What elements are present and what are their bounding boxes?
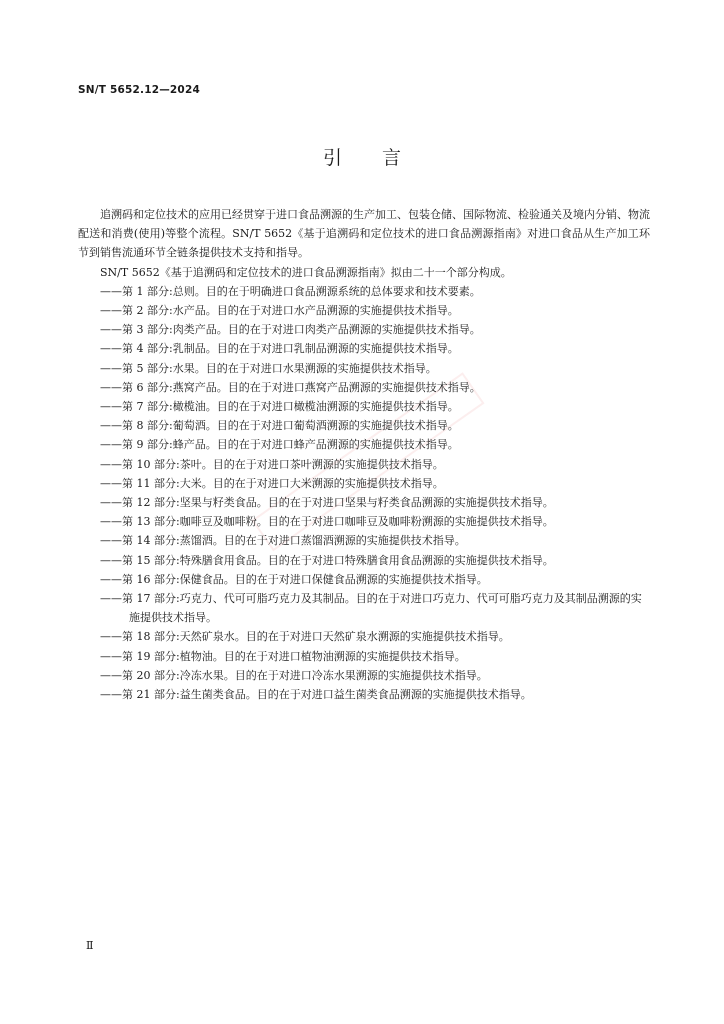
- part-item: ——第 5 部分:水果。目的在于对进口水果溯源的实施提供技术指导。: [100, 361, 437, 375]
- page-title: 引言: [322, 147, 441, 169]
- part-item: ——第 16 部分:保健食品。目的在于对进口保健食品溯源的实施提供技术指导。: [100, 572, 488, 586]
- part-item: ——第 12 部分:坚果与籽类食品。目的在于对进口坚果与籽类食品溯源的实施提供技术指导。: [100, 496, 554, 510]
- part-item: ——第 13 部分:咖啡豆及咖啡粉。目的在于对进口咖啡豆及咖啡粉溯源的实施提供技术指导。: [100, 515, 554, 529]
- part-item: ——第 6 部分:燕窝产品。目的在于对进口燕窝产品溯源的实施提供技术指导。: [100, 380, 481, 394]
- page-number: Ⅱ: [86, 939, 94, 952]
- standard-code: SN/T 5652.12—2024: [78, 84, 200, 96]
- part-item: ——第 1 部分:总则。目的在于明确进口食品溯源系统的总体要求和技术要素。: [100, 284, 481, 298]
- part-item: ——第 19 部分:植物油。目的在于对进口植物油溯源的实施提供技术指导。: [100, 649, 466, 663]
- part-item: ——第 4 部分:乳制品。目的在于对进口乳制品溯源的实施提供技术指导。: [100, 342, 459, 356]
- part-item: ——第 14 部分:蒸馏酒。目的在于对进口蒸馏酒溯源的实施提供技术指导。: [100, 534, 466, 548]
- part-item: ——第 18 部分:天然矿泉水。目的在于对进口天然矿泉水溯源的实施提供技术指导。: [100, 630, 510, 644]
- part-item: ——第 3 部分:肉类产品。目的在于对进口肉类产品溯源的实施提供技术指导。: [100, 323, 481, 337]
- part-item: ——第 11 部分:大米。目的在于对进口大米溯源的实施提供技术指导。: [100, 476, 444, 490]
- part-item: ——第 17 部分:巧克力、代可可脂巧克力及其制品。目的在于对进口巧克力、代可可脂巧克力及其制品溯源的实施提供技术指导。: [100, 592, 642, 625]
- part-item: ——第 8 部分:葡萄酒。目的在于对进口葡萄酒溯源的实施提供技术指导。: [100, 419, 459, 433]
- intro-paragraph: 追溯码和定位技术的应用已经贯穿于进口食品溯源的生产加工、包装仓储、国际物流、检验通关及境内分销、物流配送和消费(使用)等整个流程。SN/T 5652《基于追溯码和定位技术的进口食品溯源指南》对进口食品从生产加工环节到销售流通环节全链条提供技术支持和指导。: [78, 208, 650, 260]
- part-item: ——第 20 部分:冷冻水果。目的在于对进口冷冻水果溯源的实施提供技术指导。: [100, 668, 488, 682]
- part-item: ——第 21 部分:益生菌类食品。目的在于对进口益生菌类食品溯源的实施提供技术指导。: [100, 688, 532, 702]
- intro-paragraph: SN/T 5652《基于追溯码和定位技术的进口食品溯源指南》拟由二十一个部分构成。: [100, 265, 512, 279]
- part-item: ——第 10 部分:茶叶。目的在于对进口茶叶溯源的实施提供技术指导。: [100, 457, 444, 471]
- part-item: ——第 7 部分:橄榄油。目的在于对进口橄榄油溯源的实施提供技术指导。: [100, 400, 459, 414]
- part-item: ——第 9 部分:蜂产品。目的在于对进口蜂产品溯源的实施提供技术指导。: [100, 438, 459, 452]
- part-item: ——第 2 部分:水产品。目的在于对进口水产品溯源的实施提供技术指导。: [100, 304, 459, 318]
- part-item: ——第 15 部分:特殊膳食用食品。目的在于对进口特殊膳食用食品溯源的实施提供技术指导。: [100, 553, 554, 567]
- document-body: [78, 205, 650, 704]
